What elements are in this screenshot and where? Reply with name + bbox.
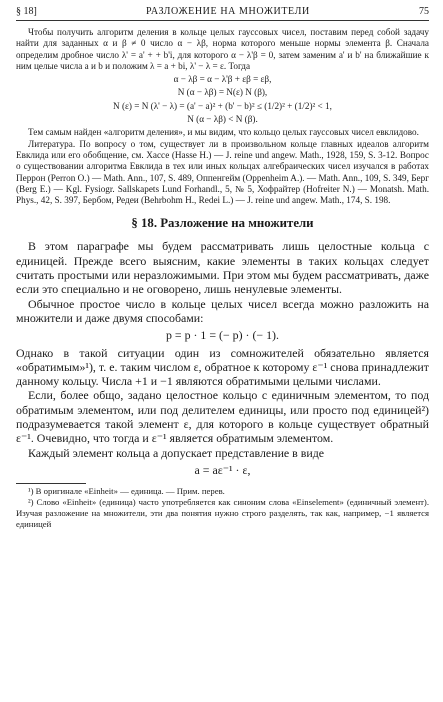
section-formula-1: p = p · 1 = (− p) · (− 1). bbox=[165, 328, 279, 343]
formula-line-1: α − λβ = α − λ'β + εβ = εβ, bbox=[173, 74, 272, 85]
footnote-1: ¹) В оригинале «Einheit» — единица. — Прим. перев. bbox=[28, 486, 225, 497]
section-heading: § 18. Разложение на множители bbox=[131, 216, 314, 231]
section-formula-2: a = aε⁻¹ · ε, bbox=[194, 462, 251, 477]
section-paragraph-3: Однако в такой ситуации один из сомножителей обязательно является «обратимым»¹), т. е. таким числом ε, обратное к которому ε⁻¹ снова принадлежит данному кольцу. Числа +1 и −1 являются обратимыми целыми числами. bbox=[16, 345, 429, 389]
section-paragraph-1: В этом параграфе мы будем рассматривать лишь целостные кольца с единицей. Прежде всего выясним, какие элементы в таких кольцах следует считать простыми или неразложимыми. При этом мы будем рассматривать, даже если это специально и не оговорено, лишь ненулевые элементы. bbox=[16, 239, 429, 297]
section-paragraph-2: Обычное простое число в кольце целых чисел всегда можно разложить на множители и даже двумя способами: bbox=[16, 296, 429, 325]
formula-line-4: N (α − λβ) < N (β). bbox=[187, 114, 258, 125]
header-section-ref: § 18] bbox=[16, 6, 37, 17]
page-number: 75 bbox=[419, 6, 429, 17]
footnote-2: ²) Слово «Einheit» (единица) часто употребляется как синоним слова «Einselement» (единичный элемент). Изучая разложение на множители, эти два понятия нужно строго разделять, так как, например, −1 является единицей bbox=[16, 497, 429, 529]
header-title: РАЗЛОЖЕНИЕ НА МНОЖИТЕЛИ bbox=[146, 6, 310, 17]
section-paragraph-4: Если, более общо, задано целостное кольцо с единичным элементом, то под обратимым элементом, или под делителем единицы, или просто под единицей²) подразумевается такой элемент ε, для которого в кольце существует обратный ε⁻¹. Очевидно, что тогда и ε⁻¹ является обратимым элементом. bbox=[16, 388, 429, 446]
running-header bbox=[16, 6, 429, 21]
footnote-separator bbox=[16, 483, 86, 484]
formula-line-2: N (α − λβ) = N(ε) N (β), bbox=[177, 87, 268, 98]
section-paragraph-5: Каждый элемент кольца a допускает представление в виде bbox=[28, 445, 325, 460]
intro-paragraph: Чтобы получить алгоритм деления в кольце целых гауссовых чисел, поставим перед собой задачу найти для заданных α и β ≠ 0 число α − λβ, норма которого меньше нормы элемента β. Сначала определим дробное число λ' = a' + + b'i, для которого α − λ'β = 0, затем заменим a' и b' на ближайшие к ним целые числа a и b и положим λ = a + bi, λ' − λ = ε. Тогда bbox=[16, 27, 429, 71]
conclusion-paragraph: Тем самым найден «алгоритм деления», и мы видим, что кольцо целых гауссовых чисел евклидово. bbox=[28, 127, 419, 138]
formula-line-3: N (ε) = N (λ' − λ) = (a' − a)² + (b' − b)² ≤ (1/2)² + (1/2)² < 1, bbox=[113, 100, 332, 111]
literature-paragraph: Литература. По вопросу о том, существует ли в произвольном кольце главных идеалов алгоритм Евклида или его обобщение, см. Хассе (Hasse H.) — J. reine und angew. Math., 1928, 159, S. 3-12. Вопрос о существовании алгоритма Евклида в тех или иных кольцах алгебраических чисел изучался в работах Перрон (Perron O.) — Math. Ann., 107, S. 489, Оппенгейм (Oppenheim A.). — Math. Ann., 109, S. 349, Берг (Berg E.) — Kgl. Fysiogr. Sallskapets Lund Forhandl., 5, № 5, Хофрайтер (Hofreiter N.) — Monatsh. Math. Phys., 42, S. 397, Бербом, Редеи (Behrbohm H., Redei L.) — J. reine und angew. Math., 174, S. 198. bbox=[16, 138, 429, 206]
